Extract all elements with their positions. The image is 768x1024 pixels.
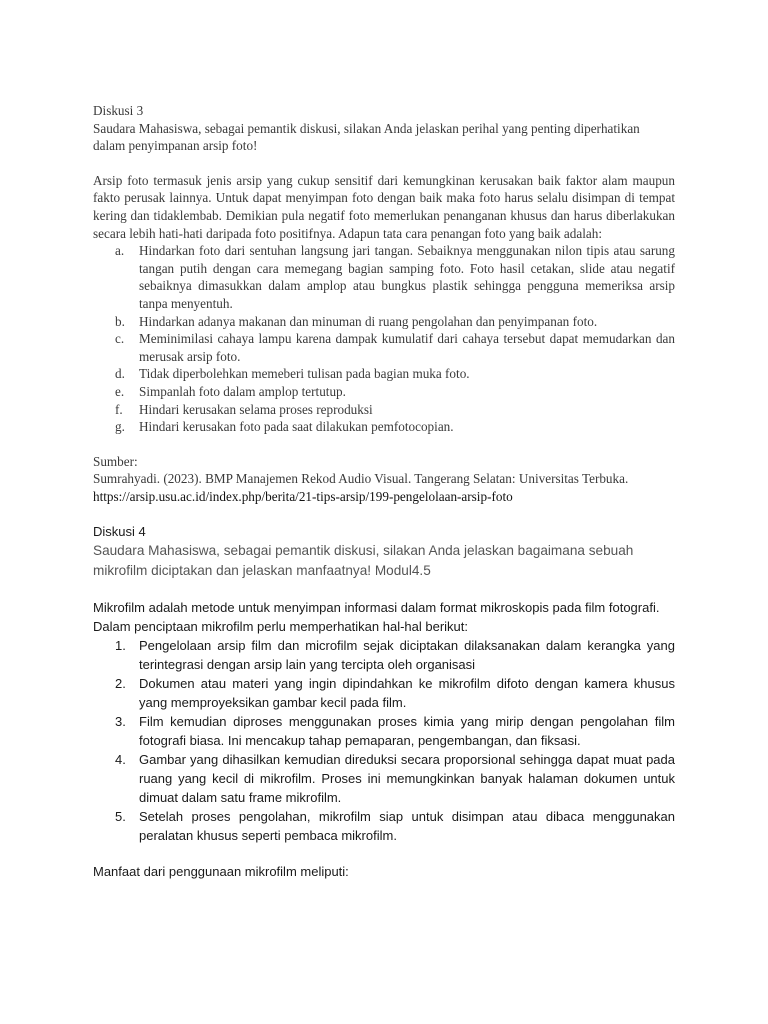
list-item [93,674,675,712]
list-item [93,330,675,365]
list-item-text: Film kemudian diproses menggunakan proses kimia yang mirip dengan pengolahan film fotografi biasa. Ini mencakup tahap pemaparan, pengembangan, dan fiksasi. [139,714,675,749]
list-marker: b. [115,313,125,329]
diskusi-3-intro: Arsip foto termasuk jenis arsip yang cukup sensitif dari kemungkinan kerusakan baik faktor alam maupun fakto perusak lainnya. Untuk dapat menyimpan foto dengan baik maka foto harus selalu disimpan di tempat kering dan tidaklembab. Demikian pula negatif foto memerlukan penanganan khusus dan harus diberlakukan secara lebih hati-hati daripada foto positifnya. Adapun tata cara penangan foto yang baik adalah: [93,172,675,241]
diskusi-3-section [93,102,675,505]
list-marker: 4. [115,752,126,768]
list-marker: a. [115,243,125,259]
list-item [93,313,675,331]
diskusi-3-list [93,242,675,436]
list-item-text: Simpanlah foto dalam amplop tertutup. [139,383,346,399]
diskusi-3-question: Saudara Mahasiswa, sebagai pemantik diskusi, silakan Anda jelaskan perihal yang penting diperhatikan dalam penyimpanan arsip foto! [93,120,640,154]
list-item [93,401,675,419]
diskusi-4-section [93,522,675,881]
list-item [93,712,675,750]
list-item-text: Hindarkan foto dari sentuhan langsung jari tangan. Sebaiknya menggunakan nilon tipis atau sarung tangan putih dengan cara memegang bagian samping foto. Foto hasil cetakan, slide atau negatif sebaiknya dimasukkan dalam amplop atau bungkus plastik sehingga pengguna memeriksa arsip tanpa menyentuh. [139,243,675,311]
list-marker: g. [115,419,125,435]
source-url: https://arsip.usu.ac.id/index.php/berita/21-tips-arsip/199-pengelolaan-arsip-foto [93,488,513,504]
list-marker: d. [115,366,125,382]
list-item-text: Hindari kerusakan foto pada saat dilakukan pemfotocopian. [139,419,454,435]
diskusi-3-heading: Diskusi 3 [93,103,144,118]
benefits-heading: Manfaat dari penggunaan mikrofilm meliputi: [93,864,349,880]
diskusi-4-heading: Diskusi 4 [93,524,146,540]
list-item [93,365,675,383]
list-item-text: Hindari kerusakan selama proses reproduksi [139,401,373,417]
source-reference: Sumrahyadi. (2023). BMP Manajemen Rekod Audio Visual. Tangerang Selatan: Universitas Terbuka. [93,471,629,487]
list-marker: 2. [115,676,126,692]
list-item-text: Dokumen atau materi yang ingin dipindahkan ke mikrofilm difoto dengan kamera khusus yang memproyeksikan gambar kecil pada film. [139,676,675,711]
list-item [93,418,675,436]
list-marker: f. [115,401,123,417]
diskusi-4-intro: Mikrofilm adalah metode untuk menyimpan informasi dalam format mikroskopis pada film fotografi. Dalam penciptaan mikrofilm perlu memperhatikan hal-hal berikut: [93,600,660,635]
list-item-text: Pengelolaan arsip film dan microfilm sejak diciptakan dilaksanakan dalam kerangka yang terintegrasi dengan arsip lain yang tercipta oleh organisasi [139,638,675,673]
diskusi-4-list [93,636,675,845]
list-item-text: Setelah proses pengolahan, mikrofilm siap untuk disimpan atau dibaca menggunakan peralatan khusus seperti pembaca mikrofilm. [139,809,675,844]
list-marker: c. [115,331,125,347]
list-marker: 3. [115,714,126,730]
list-marker: 1. [115,638,126,654]
document-page [93,102,675,881]
list-item [93,383,675,401]
list-marker: e. [115,383,125,399]
list-item [93,242,675,312]
list-item-text: Tidak diperbolehkan memeberi tulisan pada bagian muka foto. [139,366,470,382]
source-label: Sumber: [93,453,138,469]
list-item [93,750,675,807]
list-marker: 5. [115,809,126,825]
list-item-text: Hindarkan adanya makanan dan minuman di ruang pengolahan dan penyimpanan foto. [139,313,598,329]
diskusi-4-question: Saudara Mahasiswa, sebagai pemantik diskusi, silakan Anda jelaskan bagaimana sebuah mikrofilm diciptakan dan jelaskan manfaatnya! Modul4.5 [93,543,634,579]
list-item [93,807,675,845]
list-item-text: Meminimilasi cahaya lampu karena dampak kumulatif dari cahaya tersebut dapat memudarkan dan merusak arsip foto. [139,331,675,364]
list-item [93,636,675,674]
list-item-text: Gambar yang dihasilkan kemudian direduksi secara proporsional sehingga dapat muat pada ruang yang kecil di mikrofilm. Proses ini memungkinkan banyak halaman dokumen untuk dimuat dalam satu frame mikrofilm. [139,752,675,806]
